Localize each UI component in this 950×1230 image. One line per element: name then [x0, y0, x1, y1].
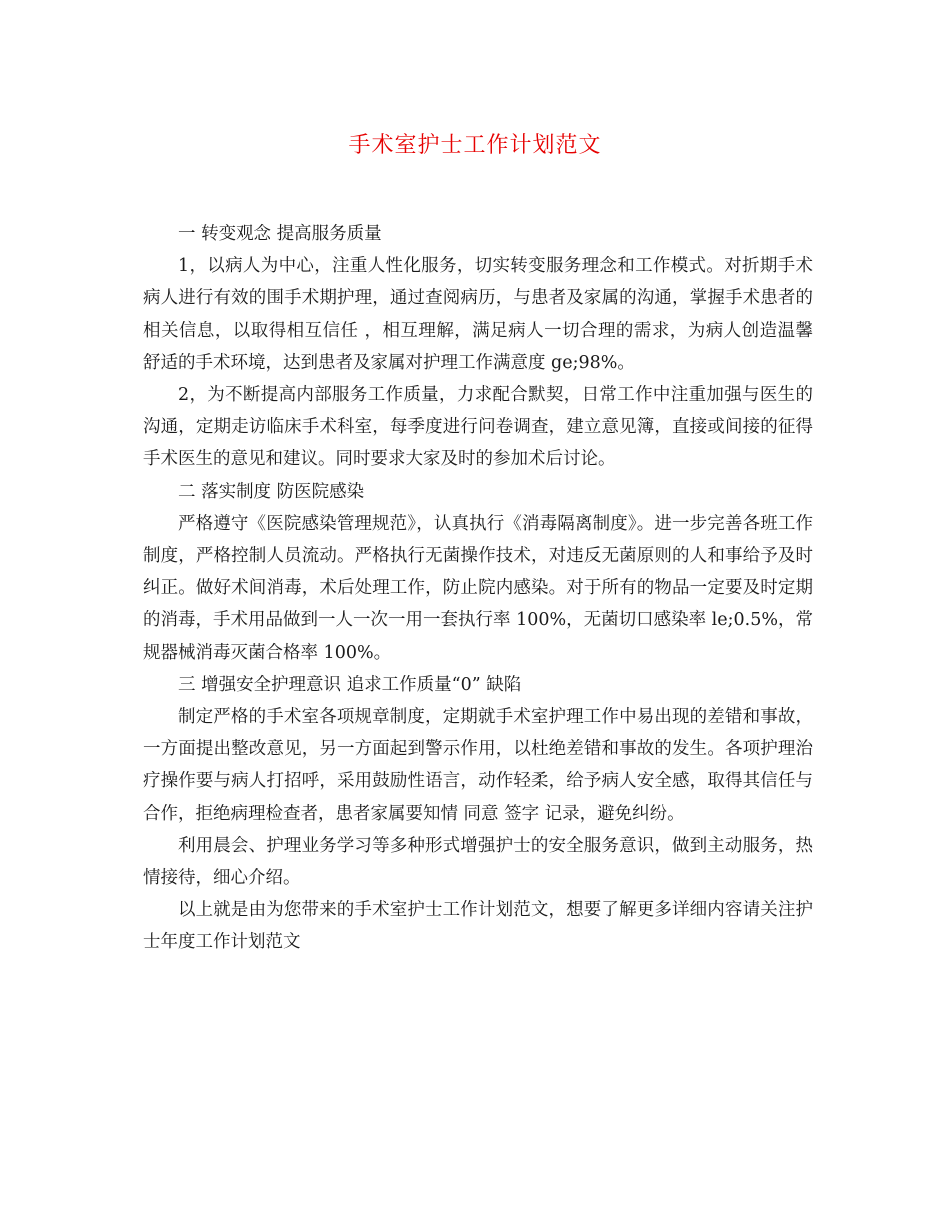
paragraph: 1，以病人为中心，注重人性化服务，切实转变服务理念和工作模式。对折期手术病人进行有效的围手术期护理，通过查阅病历，与患者及家属的沟通，掌握手术患者的相关信息，以取得相互信任 ，相互理解，满足病人一切合理的需求，为病人创造温馨舒适的手术环境，达到患者及家属对护理工作满意度 ge;98%。 — [143, 256, 813, 373]
section-heading-2: 二 落实制度 防医院感染 — [178, 481, 365, 502]
paragraph: 利用晨会、护理业务学习等多种形式增强护士的安全服务意识，做到主动服务，热情接待，细心介绍。 — [143, 835, 813, 889]
section-heading-1: 一 转变观念 提高服务质量 — [178, 224, 382, 244]
paragraph: 严格遵守《医院感染管理规范》，认真执行《消毒隔离制度》。进一步完善各班工作制度，严格控制人员流动。严格执行无菌操作技术，对违反无菌原则的人和事给予及时纠正。做好术间消毒，术后处理工作，防止院内感染。对于所有的物品一定要及时定期的消毒，手术用品做到一人一次一用一套执行率 100%，无菌切口感染率 le;0.5%，常规器械消毒灭菌合格率 100%。 — [143, 513, 813, 663]
document-body — [143, 218, 813, 959]
closing-paragraph: 以上就是由为您带来的手术室护士工作计划范文，想要了解更多详细内容请关注护士年度工作计划范文 — [143, 900, 813, 953]
paragraph: 制定严格的手术室各项规章制度，定期就手术室护理工作中易出现的差错和事故，一方面提出整改意见，另一方面起到警示作用，以杜绝差错和事故的发生。各项护理治疗操作要与病人打招呼，采用鼓励性语言，动作轻柔，给予病人安全感，取得其信任与合作，拒绝病理检查者，患者家属要知情 同意 签字 记录，避免纠纷。 — [143, 707, 813, 824]
paragraph: 2，为不断提高内部服务工作质量，力求配合默契，日常工作中注重加强与医生的沟通，定期走访临床手术科室，每季度进行问卷调查，建立意见簿，直接或间接的征得手术医生的意见和建议。同时要求大家及时的参加术后讨论。 — [143, 385, 813, 470]
section-heading-3: 三 增强安全护理意识 追求工作质量“0” 缺陷 — [178, 674, 522, 695]
document-title: 手术室护士工作计划范文 — [348, 133, 602, 158]
